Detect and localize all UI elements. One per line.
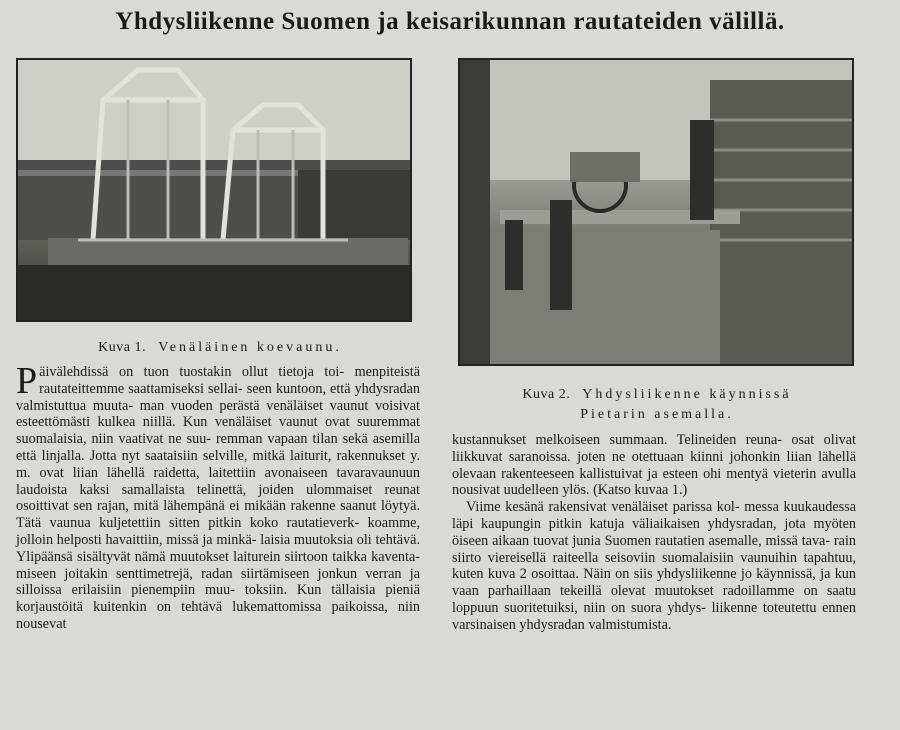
article-column-left [16,360,420,633]
column2-paragraph-2: Viime kesänä rakensivat venäläiset parissa kol- messa kuukaudessa läpi kaupungin pitkin katuja väliaikaisen yhdysradan, jota myöten öiseen aikaan tuovat junia Suomen rautatien asemalle, missä tava- rain siirto viereisellä raiteella seisoviin suomalaisiin vaunuihin tapahtuu, kuten kuva 2 osoittaa. Näin on siis yhdysliikenne jo käynnissä, ja kun vaan parhaillaan tekeillä olevat muutokset radoillamme on saatu loppuun suoritetuiksi, niin on suora yhdys- liikenne toteutettu ennen varsinaisen yhdysradan valmistumista. [452,499,856,633]
figure1-number: Kuva 1. [98,340,146,355]
figure2-caption [462,385,852,425]
drop-cap: P [16,360,38,402]
figure2-caption-line1: Yhdysliikenne käynnissä [582,387,792,402]
column1-text: äivälehdissä on tuon tuostakin ollut tietoja toi- menpiteistä rautateittemme saattamiseksi sellai- seen kuntoon, että yhdysradan valmistuttua muuta- man vuoden perästä venäläiset vaunut voisivat esteettömästi kulkea niillä. Kun venäläiset vaunut ovat suuremmat suomalaisia, niin vaativat ne suu- remman vapaan tilan sekä asemilla että linjalla. Jotta nyt saataisiin selville, mitkä laiturit, rakennukset y. m. ovat liian lähellä raidetta, laitettiin avonaiseen tavaravaunuun laudoista kaksi samallaista telinettä, joiden ulommaiset reunat osoittivat sen rajan, mitä lähempänä ei mikään rakenne saanut löytyä. Tätä vaunua kuljetettiin sitten pitkin koko rautatieverk- koamme, jolloin helposti havaittiin, missä ja minkä- laisia muutoksia oli tehtävä. Ylipäänsä sisältyvät nämä muutokset laiturein siirtoon taikka kaventa- miseen joitakin senttimetrejä, radan siirtämiseen jonkun verran ja silloissa erilaisiin pienempiin muu- toksiin. Kun tällaisia pieniä korjaustöitä kuitenkin on tehtävä lukemattomissa paikoissa, niin nousevat [16,364,420,632]
column2-paragraph-1: kustannukset melkoiseen summaan. Telineiden reuna- osat olivat liikkuvat saranoissa. joten ne otettuaan kiinni johonkin liian lähellä olevaan rakenteeseen kallistuivat ja esteen ohi mentyä vieterin avulla nousivat uudelleen ylös. (Katso kuvaa 1.) [452,432,856,499]
figure1-caption-text: Venäläinen koevaunu. [158,340,342,355]
figure2-caption-line2: Pietarin asemalla. [580,407,734,422]
article-column-right [452,432,856,634]
figure2-number: Kuva 2. [522,387,571,402]
photo-test-wagon [16,58,412,322]
photo-petersburg-station [458,58,854,366]
figure1-caption [40,340,400,356]
article-title: Yhdysliikenne Suomen ja keisarikunnan rautateiden välillä. [115,8,785,35]
